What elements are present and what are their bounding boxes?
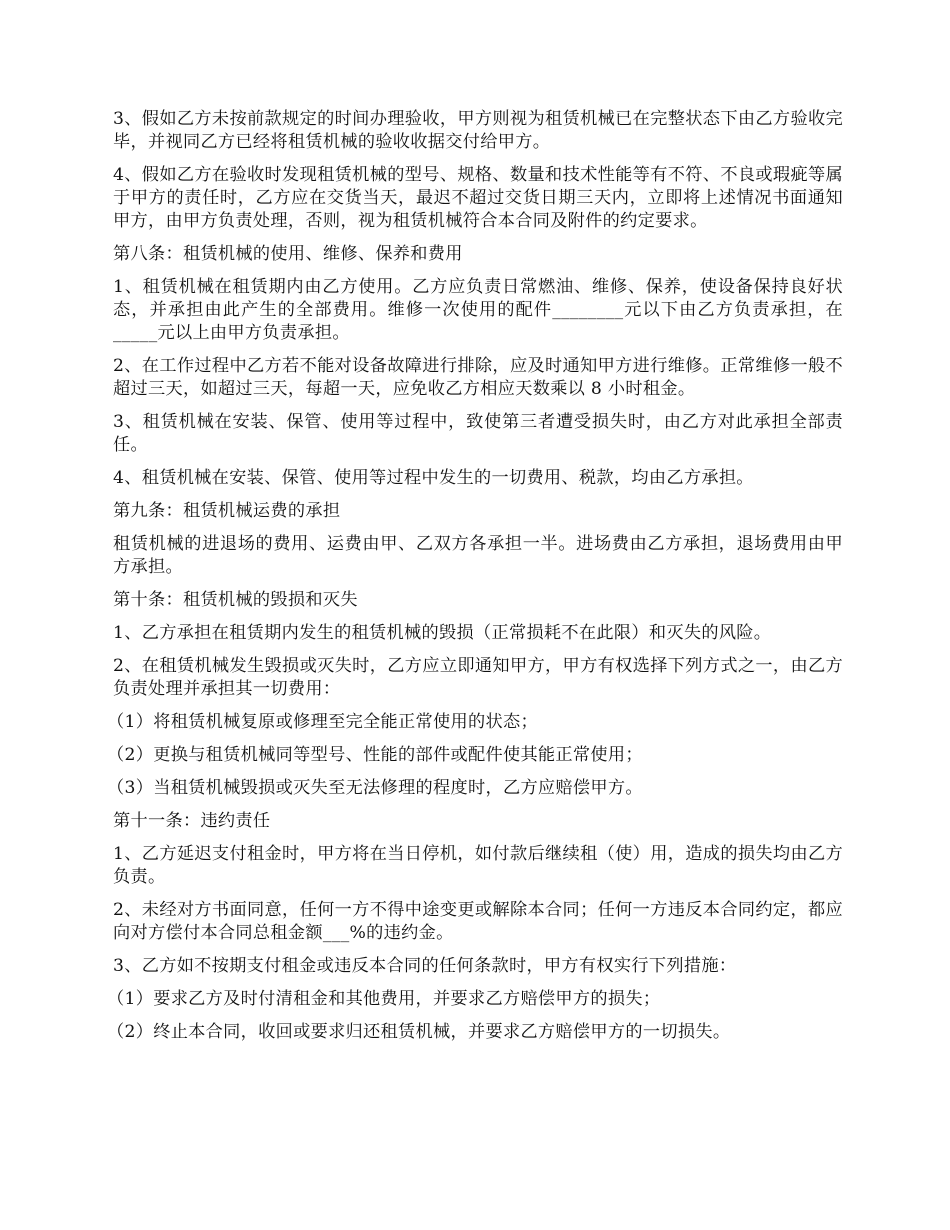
clause-11-item-1: 1、乙方延迟支付租金时，甲方将在当日停机，如付款后继续租（使）用，造成的损失均由乙方负责。 [113,844,843,887]
clause-11-measure-1: （1）要求乙方及时付清租金和其他费用，并要求乙方赔偿甲方的损失； [107,989,661,1009]
clause-10-option-3: （3）当租赁机械毁损或灭失至无法修理的程度时，乙方应赔偿甲方。 [107,778,643,798]
clause-11-heading: 第十一条：违约责任 [113,811,271,831]
clause-10-item-2: 2、在租赁机械发生毁损或灭失时，乙方应立即通知甲方，甲方有权选择下列方式之一，由乙方负责处理并承担其一切费用： [113,656,843,699]
clause-11-item-2: 2、未经对方书面同意，任何一方不得中途变更或解除本合同；任何一方违反本合同约定，都应向对方偿付本合同总租金额___%的违约金。 [113,900,843,943]
clause-7-item-4: 4、假如乙方在验收时发现租赁机械的型号、规格、数量和技术性能等有不符、不良或瑕疵等属于甲方的责任时，乙方应在交货当天，最迟不超过交货日期三天内，立即将上述情况书面通知甲方，由甲方负责处理，否则，视为租赁机械符合本合同及附件的约定要求。 [113,165,843,231]
clause-8-item-4: 4、租赁机械在安装、保管、使用等过程中发生的一切费用、税款，均由乙方承担。 [113,468,754,488]
clause-10-item-1: 1、乙方承担在租赁期内发生的租赁机械的毁损（正常损耗不在此限）和灭失的风险。 [113,623,772,643]
contract-page [107,108,843,1054]
clause-7-item-3: 3、假如乙方未按前款规定的时间办理验收，甲方则视为租赁机械已在完整状态下由乙方验收完毕，并视同乙方已经将租赁机械的验收收据交付给甲方。 [113,109,843,152]
clause-10-heading: 第十条：租赁机械的毁损和灭失 [113,590,358,610]
clause-8-item-3: 3、租赁机械在安装、保管、使用等过程中，致使第三者遭受损失时，由乙方对此承担全部责任。 [113,412,843,455]
clause-9-body: 租赁机械的进退场的费用、运费由甲、乙双方各承担一半。进场费由乙方承担，退场费用由甲方承担。 [113,534,843,577]
clause-10-option-1: （1）将租赁机械复原或修理至完全能正常使用的状态； [107,712,538,732]
clause-8-item-1: 1、租赁机械在租赁期内由乙方使用。乙方应负责日常燃油、维修、保养，使设备保持良好状态，并承担由此产生的全部费用。维修一次使用的配件________元以下由乙方负责承担，在_____元以上由甲方负责承担。 [113,277,843,343]
clause-10-option-2: （2）更换与租赁机械同等型号、性能的部件或配件使其能正常使用； [107,745,643,765]
clause-11-item-3: 3、乙方如不按期支付租金或违反本合同的任何条款时，甲方有权实行下列措施： [113,956,737,976]
clause-8-item-2: 2、在工作过程中乙方若不能对设备故障进行排除，应及时通知甲方进行维修。正常维修一般不超过三天，如超过三天，每超一天，应免收乙方相应天数乘以 8 小时租金。 [113,356,843,399]
clause-11-measure-2: （2）终止本合同，收回或要求归还租赁机械，并要求乙方赔偿甲方的一切损失。 [107,1022,731,1042]
clause-8-heading: 第八条：租赁机械的使用、维修、保养和费用 [113,244,463,264]
clause-9-heading: 第九条：租赁机械运费的承担 [113,501,341,521]
